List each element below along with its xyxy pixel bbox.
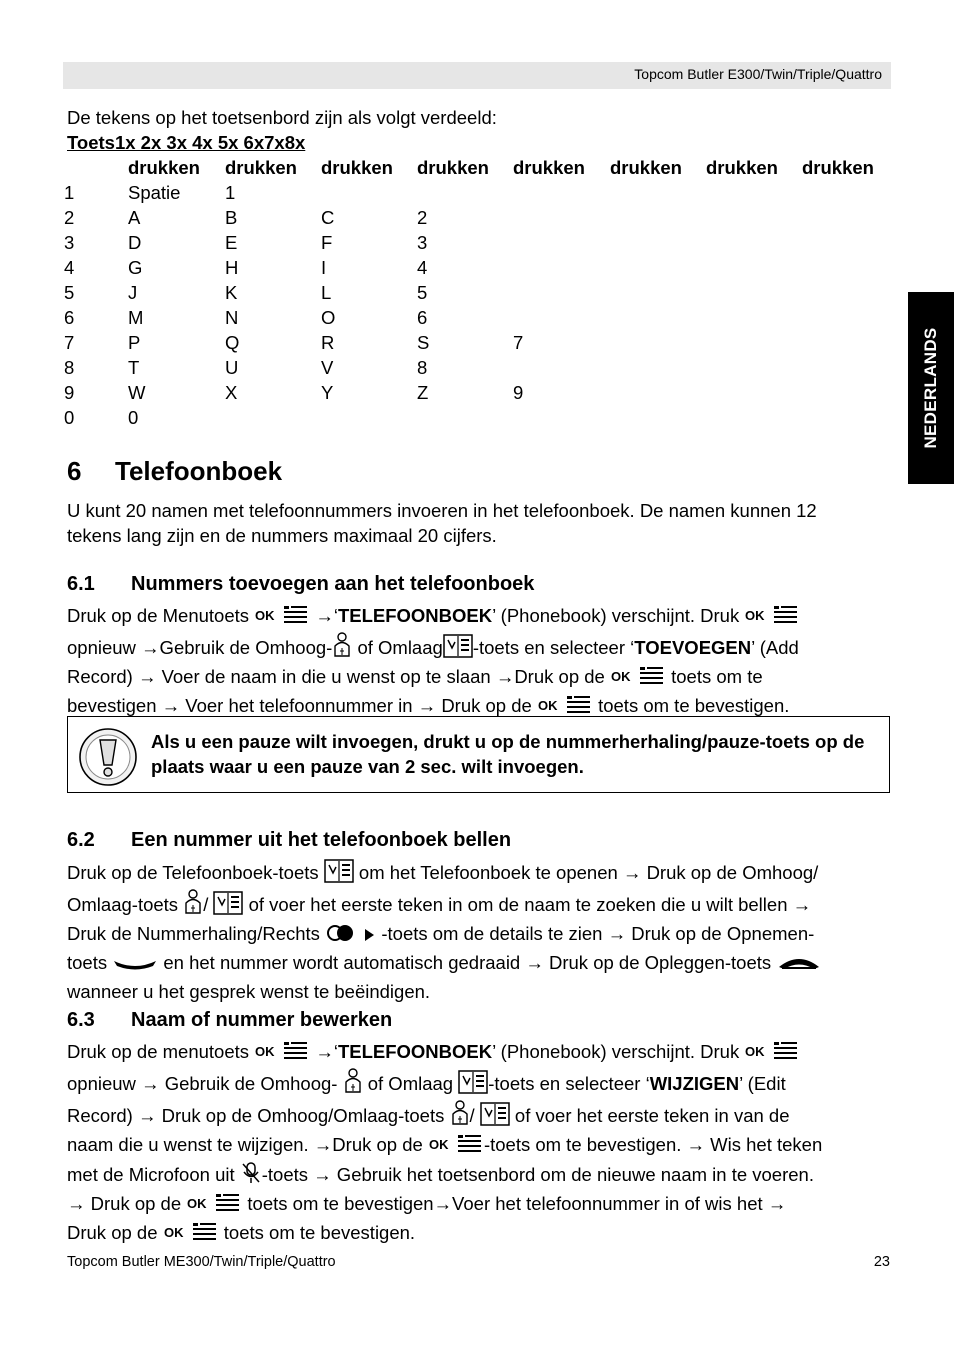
menu-option: WIJZIGEN — [649, 1073, 740, 1094]
character-cell: M — [128, 306, 144, 328]
character-cell — [513, 305, 610, 330]
text-run: -toets om de details te zien → Druk op de Opnemen- — [381, 923, 815, 944]
section-6-heading — [67, 456, 282, 487]
character-cell — [321, 180, 417, 205]
up-key-icon — [450, 1100, 470, 1132]
character-cell: E — [225, 231, 238, 253]
paragraph-line — [67, 1161, 891, 1191]
svg-text:OK: OK — [255, 1044, 275, 1059]
character-cell — [513, 355, 610, 380]
character-cell: T — [128, 356, 140, 378]
text-run: ’ (Phonebook) verschijnt. Druk — [492, 1041, 740, 1062]
character-cell — [513, 180, 610, 205]
character-cell: C — [321, 206, 335, 228]
text-run: bevestigen → Voer het telefoonnummer in → Druk op de — [67, 695, 532, 716]
key-table-header-cell: drukken — [706, 156, 778, 178]
section-6-1-heading — [67, 573, 534, 596]
hangup-icon — [776, 953, 822, 979]
character-cell: P — [128, 331, 141, 353]
key-cell: 9 — [64, 381, 75, 403]
key-table-header-cell: drukken — [128, 156, 200, 178]
up-key-icon — [183, 889, 203, 921]
character-cell: 1 — [225, 181, 236, 203]
character-cell: L — [321, 281, 332, 303]
character-cell: D — [128, 231, 142, 253]
svg-text:OK: OK — [537, 698, 558, 713]
text-run: opnieuw →Gebruik de Omhoog- — [67, 637, 333, 658]
character-cell — [706, 280, 802, 305]
character-cell: Spatie — [128, 181, 181, 203]
character-cell — [802, 255, 886, 280]
character-cell — [417, 405, 513, 430]
character-cell — [610, 205, 706, 230]
text-run: toets om te — [671, 666, 763, 687]
paragraph-line — [67, 889, 891, 921]
page-number: 23 — [873, 1254, 890, 1270]
section-number: 6 — [67, 456, 82, 486]
key-table-header-cell: drukken — [225, 156, 297, 178]
key-table-row — [64, 380, 886, 405]
character-cell: Y — [321, 381, 334, 403]
key-cell: 3 — [64, 231, 75, 253]
character-cell — [513, 255, 610, 280]
character-cell — [802, 205, 886, 230]
paragraph-line — [67, 921, 891, 950]
text-run: →‘ — [315, 1041, 338, 1062]
text-run: / — [203, 894, 209, 915]
text-run: toets om te bevestigen→Voer het telefoonnummer in of wis het → — [247, 1193, 787, 1214]
paragraph-line — [67, 1039, 891, 1068]
svg-text:OK: OK — [163, 1225, 184, 1240]
character-cell: 2 — [417, 206, 428, 228]
paragraph-line: tekens lang zijn en de nummers maximaal 20 cijfers. — [67, 525, 497, 546]
text-run: toets om te bevestigen. — [223, 1222, 416, 1243]
text-run: opnieuw → Gebruik de Omhoog- — [67, 1073, 338, 1094]
phonebook-down-icon — [458, 1070, 488, 1100]
section-number: 6.1 — [67, 573, 95, 595]
section-6-2-paragraph — [67, 859, 891, 1004]
section-title: Een nummer uit het telefoonboek bellen — [131, 829, 512, 851]
character-cell: 0 — [128, 406, 139, 428]
paragraph-line — [67, 1132, 891, 1161]
text-run: → Druk op de — [67, 1193, 182, 1214]
text-run: Druk op de menutoets — [67, 1041, 250, 1062]
key-cell: 4 — [64, 256, 75, 278]
character-cell — [610, 255, 706, 280]
character-cell: B — [225, 206, 238, 228]
right-arrow-icon — [362, 925, 376, 950]
character-cell — [802, 280, 886, 305]
section-title: Nummers toevoegen aan het telefoonboek — [131, 573, 535, 595]
ok-menu-icon — [186, 1192, 242, 1220]
character-cell: 9 — [513, 381, 524, 403]
key-table-row — [64, 305, 886, 330]
key-cell: 8 — [64, 356, 75, 378]
paragraph-line — [67, 950, 891, 979]
menu-name: TELEFOONBOEK — [337, 605, 493, 626]
character-cell — [706, 355, 802, 380]
section-6-paragraph — [67, 498, 891, 548]
svg-text:OK: OK — [745, 1044, 765, 1059]
text-run: of Omlaag — [367, 1073, 454, 1094]
character-cell — [706, 330, 802, 355]
paragraph-line — [67, 1220, 891, 1249]
section-6-3-heading — [67, 1009, 392, 1032]
character-cell: F — [321, 231, 333, 253]
character-cell — [802, 305, 886, 330]
character-cell: R — [321, 331, 335, 353]
key-table-row — [64, 255, 886, 280]
character-cell — [706, 305, 802, 330]
key-cell: 2 — [64, 206, 75, 228]
mute-icon — [240, 1161, 262, 1191]
text-run: -toets → Gebruik het toetsenbord om de nieuwe naam in te voeren. — [261, 1164, 814, 1185]
text-run: →‘ — [315, 605, 338, 626]
text-run: Druk op de Menutoets — [67, 605, 250, 626]
character-cell — [513, 205, 610, 230]
text-run: of voer het eerste teken in om de naam te zoeken die u wilt bellen → — [248, 894, 812, 915]
text-run: met de Microfoon uit — [67, 1164, 235, 1185]
character-cell: 3 — [417, 231, 428, 253]
phonebook-down-icon — [324, 859, 354, 889]
character-cell: A — [128, 206, 141, 228]
character-cell: Q — [225, 331, 240, 353]
ok-menu-icon — [163, 1221, 219, 1249]
svg-text:OK: OK — [255, 608, 275, 623]
key-cell: 1 — [64, 181, 75, 203]
text-run: toets om te bevestigen. — [598, 695, 790, 716]
redial-icon — [325, 922, 357, 950]
key-table — [64, 155, 886, 430]
character-cell — [321, 405, 417, 430]
ok-menu-icon — [744, 1040, 800, 1068]
character-cell — [610, 355, 706, 380]
svg-text:OK: OK — [610, 669, 631, 684]
footer-title: Topcom Butler ME300/Twin/Triple/Quattro — [67, 1254, 336, 1270]
note-text: Als u een pauze wilt invoegen, drukt u op de nummerherhaling/pauze-toets op de plaats waar u een pauze van 2 sec. wilt invoegen. — [151, 731, 865, 777]
note-box — [67, 716, 890, 793]
key-cell: 7 — [64, 331, 75, 353]
key-table-header-cell: drukken — [417, 156, 489, 178]
paragraph-line — [67, 859, 891, 889]
character-cell — [610, 230, 706, 255]
character-cell — [706, 180, 802, 205]
paragraph-line: U kunt 20 namen met telefoonnummers invoeren in het telefoonboek. De namen kunnen 12 — [67, 500, 817, 521]
svg-text:OK: OK — [745, 608, 765, 623]
key-table-row — [64, 355, 886, 380]
paragraph-line — [67, 603, 891, 632]
character-cell — [802, 380, 886, 405]
talk-icon — [112, 954, 158, 979]
text-run: naam die u wenst te wijzigen. →Druk op de — [67, 1134, 423, 1155]
text-run: toets — [67, 952, 108, 973]
character-cell: K — [225, 281, 238, 303]
key-table-header-cell: drukken — [610, 156, 682, 178]
ok-menu-icon — [254, 604, 310, 632]
character-cell — [610, 380, 706, 405]
key-table-header-cell: drukken — [513, 156, 585, 178]
paragraph-line — [67, 1100, 891, 1132]
character-cell — [417, 180, 513, 205]
phonebook-down-icon — [480, 1102, 510, 1132]
key-table-row — [64, 405, 886, 430]
character-cell: 4 — [417, 256, 428, 278]
text-run: Record) → Druk op de Omhoog/Omlaag-toets — [67, 1105, 445, 1126]
phonebook-down-icon — [213, 891, 243, 921]
character-cell: O — [321, 306, 336, 328]
character-cell — [706, 230, 802, 255]
page-header — [63, 62, 891, 89]
paragraph-line — [67, 664, 891, 693]
character-cell: X — [225, 381, 238, 403]
menu-option: TOEVOEGEN — [634, 637, 752, 658]
character-cell — [610, 405, 706, 430]
character-cell: W — [128, 381, 146, 403]
ok-menu-icon — [610, 665, 666, 693]
svg-text:OK: OK — [187, 1196, 207, 1211]
section-number: 6.3 — [67, 1009, 95, 1031]
character-cell: U — [225, 356, 239, 378]
key-table-header-cell: drukken — [802, 156, 874, 178]
phonebook-down-icon — [443, 634, 473, 664]
intro-text: De tekens op het toetsenbord zijn als volgt verdeeld: — [67, 107, 497, 128]
section-6-2-heading — [67, 829, 511, 852]
text-run: -toets om te bevestigen. → Wis het teken — [483, 1134, 823, 1155]
character-cell: 6 — [417, 306, 428, 328]
text-run: Druk op de — [67, 1222, 158, 1243]
section-number: 6.2 — [67, 829, 95, 851]
character-cell — [225, 405, 321, 430]
character-cell — [513, 405, 610, 430]
menu-name: TELEFOONBOEK — [337, 1041, 493, 1062]
key-table-header-cell: drukken — [321, 156, 393, 178]
character-cell: J — [128, 281, 138, 303]
text-run: wanneer u het gesprek wenst te beëindigen. — [67, 981, 431, 1002]
section-6-1-paragraph — [67, 603, 891, 722]
section-title: Telefoonboek — [115, 456, 283, 486]
key-table-header-cell — [64, 155, 128, 180]
text-run: Druk de Nummerhaling/Rechts — [67, 923, 320, 944]
text-run: -toets en selecteer ‘ — [488, 1073, 650, 1094]
text-run: Record) → Voer de naam in die u wenst op te slaan →Druk op de — [67, 666, 605, 687]
paragraph-line — [67, 1068, 891, 1100]
section-6-3-paragraph — [67, 1039, 891, 1249]
character-cell — [706, 380, 802, 405]
character-cell — [513, 230, 610, 255]
key-cell: 5 — [64, 281, 75, 303]
character-cell: V — [321, 356, 334, 378]
language-tab-label: NEDERLANDS — [921, 327, 940, 449]
paragraph-line — [67, 632, 891, 664]
key-cell: 6 — [64, 306, 75, 328]
ok-menu-icon — [744, 604, 800, 632]
character-cell — [802, 330, 886, 355]
key-cell: 0 — [64, 406, 75, 428]
character-cell: 8 — [417, 356, 428, 378]
key-table-header-row — [64, 155, 886, 180]
character-cell: 7 — [513, 331, 524, 353]
text-run: en het nummer wordt automatisch gedraaid → Druk op de Opleggen-toets — [163, 952, 772, 973]
key-table-row — [64, 330, 886, 355]
character-cell — [610, 330, 706, 355]
note-icon — [78, 727, 138, 792]
character-cell — [802, 180, 886, 205]
character-cell — [706, 405, 802, 430]
character-cell — [610, 305, 706, 330]
key-table-row — [64, 230, 886, 255]
text-run: of voer het eerste teken in van de — [514, 1105, 790, 1126]
text-run: Druk op de Telefoonboek-toets — [67, 862, 319, 883]
header-title: Topcom Butler E300/Twin/Triple/Quattro — [634, 66, 882, 82]
character-cell — [706, 205, 802, 230]
paragraph-line — [67, 979, 891, 1004]
character-cell: Z — [417, 381, 429, 403]
character-cell — [802, 355, 886, 380]
text-run: ’ (Phonebook) verschijnt. Druk — [492, 605, 740, 626]
text-run: -toets en selecteer ‘ — [472, 637, 635, 658]
key-table-row — [64, 205, 886, 230]
character-cell: S — [417, 331, 430, 353]
character-cell — [610, 280, 706, 305]
character-cell: N — [225, 306, 239, 328]
text-run: ’ (Add — [751, 637, 799, 658]
section-title: Naam of nummer bewerken — [131, 1009, 393, 1031]
up-key-icon — [343, 1068, 363, 1100]
character-cell — [802, 230, 886, 255]
character-cell: G — [128, 256, 143, 278]
text-run: om het Telefoonboek te openen → Druk op de Omhoog/ — [358, 862, 819, 883]
ok-menu-icon — [428, 1133, 484, 1161]
character-cell: I — [321, 256, 327, 278]
character-cell: 5 — [417, 281, 428, 303]
character-cell — [706, 255, 802, 280]
ok-menu-icon — [254, 1040, 310, 1068]
character-cell — [802, 405, 886, 430]
key-table-row — [64, 280, 886, 305]
language-tab — [908, 292, 954, 484]
text-run: / — [469, 1105, 475, 1126]
text-run: of Omlaag — [357, 637, 443, 658]
character-cell — [513, 280, 610, 305]
key-table-row — [64, 180, 886, 205]
up-key-icon — [332, 632, 352, 664]
text-run: Omlaag-toets — [67, 894, 179, 915]
text-run: ’ (Edit — [739, 1073, 786, 1094]
svg-text:OK: OK — [428, 1137, 449, 1152]
character-cell — [610, 180, 706, 205]
character-cell: H — [225, 256, 239, 278]
key-table-title: Toets1x 2x 3x 4x 5x 6x7x8x — [67, 132, 306, 153]
paragraph-line — [67, 1191, 891, 1220]
